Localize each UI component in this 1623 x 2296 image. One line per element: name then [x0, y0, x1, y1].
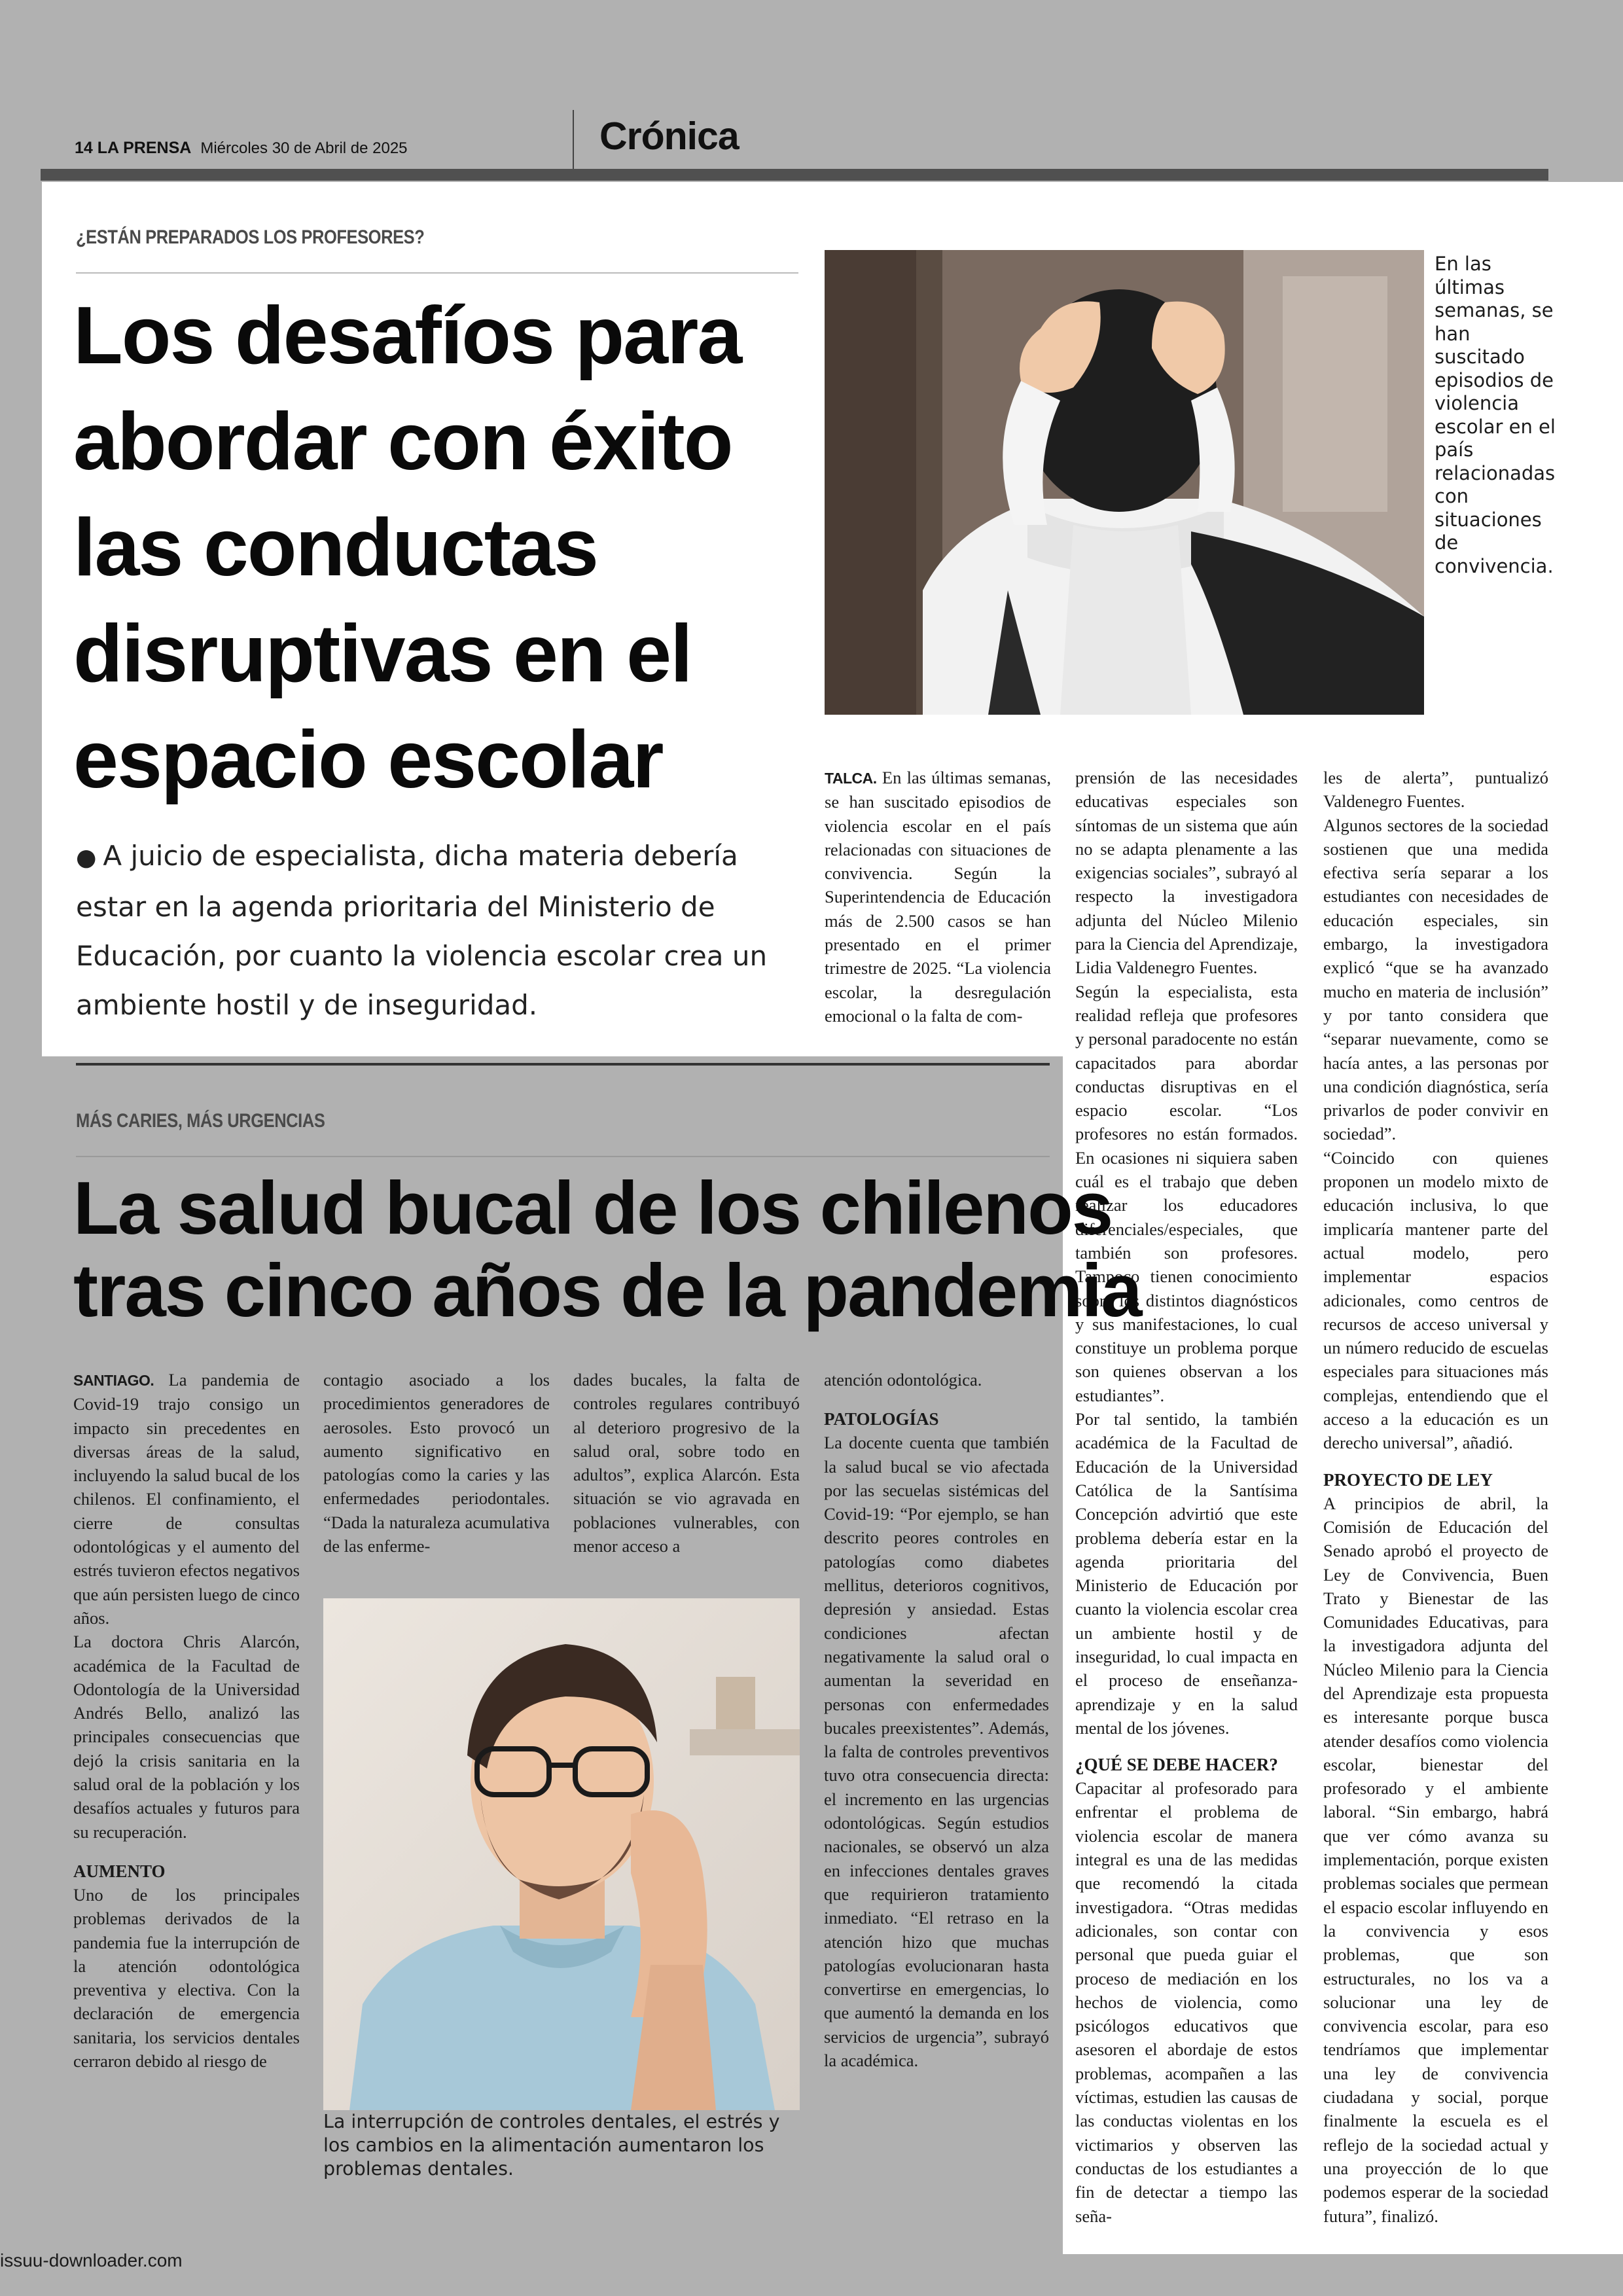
- article1-headline: [73, 283, 741, 813]
- summary-text: A juicio de especialista, dicha materia debería estar en la agenda prioritaria del Ministerio de Educación, por cuanto la violencia escolar crea un ambiente hostil y de inseguridad.: [76, 840, 768, 1021]
- paragraph: “Coincido con quienes proponen un modelo mixto de educación inclusiva, lo que implicaría mantener parte del actual modelo, pero implementar espacios adicionales, como centros de recursos de acceso universal y un número reducido de escuelas especiales para situaciones más complejas, entendiendo que el acceso a la educación es un derecho universal”, añadió.: [1323, 1147, 1548, 1453]
- headline-line: La salud bucal de los chilenos: [73, 1167, 1113, 1250]
- headline-line: abordar con éxito: [73, 397, 732, 487]
- article1-photo-caption: En las últimas semanas, se han suscitado episodios de violencia escolar en el país relacionadas con situaciones de convivencia.: [1435, 253, 1556, 577]
- article1-dateline: TALCA.: [825, 770, 877, 787]
- article2-top-rule: [76, 1063, 1050, 1066]
- article1-kicker-rule: [76, 272, 798, 274]
- header-divider: [573, 110, 574, 174]
- folio: [75, 139, 408, 158]
- article2-headline: [73, 1168, 1141, 1333]
- watermark: issuu-downloader.com: [0, 2250, 183, 2270]
- article1-photo: [825, 250, 1424, 715]
- article1-column-3: [1323, 766, 1548, 2228]
- bullet-icon: ●: [76, 844, 97, 871]
- article2-subhead-aumento: AUMENTO: [73, 1861, 166, 1881]
- section-name: Crónica: [599, 115, 739, 158]
- headline-line: disruptivas en el: [73, 609, 692, 699]
- footer-bar: [0, 2254, 1623, 2296]
- paragraph: Uno de los principales problemas derivados de la pandemia fue la interrupción de la atención odontológica preventiva y electiva. Con la declaración de emergencia sanitaria, los servicios dentales cerraron debido al riesgo de: [73, 1884, 300, 2072]
- paragraph: En las últimas semanas, se han suscitado episodios de violencia escolar en el país relacionadas con situaciones de convivencia. Según la Superintendencia de Educación más de 2.500 casos se han presentado en el primer trimestre de 2025. “La violencia escolar, la desregulación emocional o la falta de com-: [825, 768, 1051, 1026]
- article2-kicker-rule: [76, 1156, 1050, 1157]
- paragraph: contagio asociado a los procedimientos generadores de aerosoles. Esto provocó un aumento significativo en patologías como la caries y las enfermedades periodontales. “Dada la naturaleza acumulativa de las enferme-: [323, 1370, 550, 1556]
- article1-column-2: [1075, 766, 1298, 2228]
- headline-line: Los desafíos para: [73, 291, 741, 381]
- paragraph: Según la especialista, esta realidad refleja que profesores y personal paradocente no están capacitados para abordar conductas disruptivas en el espacio escolar. “Los profesores no están formados. En ocasiones ni siquiera saben cuál es el trabajo que deben realizar los educadores diferenciales/especiales, que también son profesores. Tampoco tienen conocimiento sobre los distintos diagnósticos y sus manifestaciones, lo cual constituye un problema porque son quienes observan a los estudiantes”.: [1075, 981, 1298, 1405]
- article2-kicker: MÁS CARIES, MÁS URGENCIAS: [76, 1110, 325, 1132]
- paragraph: dades bucales, la falta de controles regulares contribuyó al deterioro progresivo de la salud oral, sobre todo en adultos”, explica Alarcón. Esta situación se vio agravada en poblaciones vulnerables, con menor acceso a: [573, 1370, 800, 1556]
- paragraph: La docente cuenta que también la salud bucal se vio afectada por las secuelas sistémicas del Covid-19: “Por ejemplo, se han descrito peores controles en patologías como diabetes mellitus, deterioros cognitivos, depresión y ansiedad. Estas condiciones afectan negativamente la salud oral o aumentan la severidad en personas con enfermedades bucales preexistentes”. Además, la falta de controles preventivos tuvo otra consecuencia directa: el incremento en las urgencias odontológicas. Según estudios nacionales, se observó un alza en infecciones dentales graves que requirieron tratamiento inmediato. “El retraso en la atención hizo que muchas patologías evolucionaran hasta convertirse en emergencias, lo que aumentó la demanda en los servicios de urgencia”, subrayó la académica.: [824, 1433, 1049, 2071]
- article2-photo: [323, 1598, 800, 2110]
- page-header: [41, 105, 1548, 183]
- paper-name: LA PRENSA: [97, 139, 191, 157]
- article1-kicker: ¿ESTÁN PREPARADOS LOS PROFESORES?: [76, 226, 425, 248]
- article2-subhead-patologias: PATOLOGÍAS: [824, 1409, 939, 1429]
- article1-subhead-que-hacer: ¿QUÉ SE DEBE HACER?: [1075, 1755, 1278, 1775]
- paragraph: prensión de las necesidades educativas especiales son síntomas de un sistema que aún no se adapta plenamente a las exigencias sociales”, subrayó al respecto la investigadora adjunta del Núcleo Milenio para la Ciencia del Aprendizaje, Lidia Valdenegro Fuentes.: [1075, 768, 1298, 978]
- paragraph: Capacitar al profesorado para enfrentar el problema de violencia escolar de manera integral es una de las medidas que recomendó la citada investigadora. “Otras medidas adicionales, son contar con personal que pueda guiar el proceso de mediación en los hechos de violencia, como psicólogos educativos que asesoren el abordaje de estos problemas, acompañen a las víctimas, estudien las causas de las conductas violentas en los victimarios y observen las conductas de los estudiantes a fin de detectar a tiempo las seña-: [1075, 1778, 1298, 2226]
- article1-subhead-proyecto: PROYECTO DE LEY: [1323, 1469, 1493, 1490]
- paragraph: La doctora Chris Alarcón, académica de la Facultad de Odontología de la Universidad Andrés Bello, analizó las principales consecuencias que dejó la crisis sanitaria en la salud oral de la población y los desafíos actuales y futuros para su recuperación.: [73, 1632, 300, 1842]
- article1-column-1: [825, 766, 1051, 1028]
- paragraph: A principios de abril, la Comisión de Educación del Senado aprobó el proyecto de Ley de Convivencia, Buen Trato y Bienestar de las Comunidades Educativas, para la investigadora adjunta del Núcleo Milenio para la Ciencia del Aprendizaje esta propuesta es interesante porque busca atender desafíos como violencia escolar, bienestar del profesorado y el ambiente laboral. “Sin embargo, habrá que ver cómo avanza su implementación, porque existen problemas sociales que permean el espacio escolar influyendo en la convivencia y esos problemas, que son estructurales, no los va a solucionar una ley de convivencia escolar, para eso tendríamos que implementar una ley de convivencia ciudadana y social, porque finalmente la escuela es el reflejo de la sociedad actual y una proyección de lo que podemos esperar de la sociedad futura”, finalizó.: [1323, 1493, 1548, 2226]
- headline-line: tras cinco años de la pandemia: [73, 1249, 1141, 1333]
- paragraph: La pandemia de Covid-19 trajo consigo un impacto sin precedentes en diversas áreas de la salud, incluyendo la salud bucal de los chilenos. El confinamiento, el cierre de consultas odontológicas y el aumento del estrés tuvieron efectos negativos que aún persisten luego de cinco años.: [73, 1370, 300, 1628]
- paragraph: Algunos sectores de la sociedad sostienen que una medida efectiva sería separar a los estudiantes con necesidades de educación especiales, sin embargo, la investigadora explicó “que se ha avanzado mucho en materia de inclusión” y por tanto considera que “separar nuevamente, como se hacía antes, a las personas por una condición diagnóstica, sería privarlos de poder convivir en sociedad”.: [1323, 815, 1548, 1144]
- article2-photo-caption: La interrupción de controles dentales, el estrés y los cambios en la alimentación aumentaron los problemas dentales.: [323, 2111, 780, 2179]
- paragraph: atención odontológica.: [824, 1370, 982, 1390]
- issue-date: Miércoles 30 de Abril de 2025: [200, 139, 408, 157]
- article1-summary: [76, 831, 802, 1030]
- article2-column-4: [824, 1368, 1049, 2072]
- article2-column-3: [573, 1368, 800, 1558]
- article2-column-2: [323, 1368, 550, 1558]
- article2-column-1: [73, 1368, 300, 2073]
- man-toothache-illustration: [323, 1598, 800, 2110]
- headline-line: las conductas: [73, 503, 597, 593]
- header-rule: [41, 169, 1548, 181]
- page-number: 14: [75, 139, 93, 157]
- paragraph: les de alerta”, puntualizó Valdenegro Fuentes.: [1323, 768, 1548, 812]
- paragraph: Por tal sentido, la también académica de la Facultad de Educación de la Universidad Católica de la Santísima Concepción advirtió que este problema debería estar en la agenda prioritaria del Ministerio de Educación por cuanto la violencia escolar crea un ambiente hostil y de inseguridad, lo cual impacta en el proceso de enseñanza-aprendizaje y en la salud mental de los jóvenes.: [1075, 1409, 1298, 1738]
- headline-line: espacio escolar: [73, 715, 663, 805]
- article2-dateline: SANTIAGO.: [73, 1372, 154, 1389]
- student-illustration: [825, 250, 1424, 715]
